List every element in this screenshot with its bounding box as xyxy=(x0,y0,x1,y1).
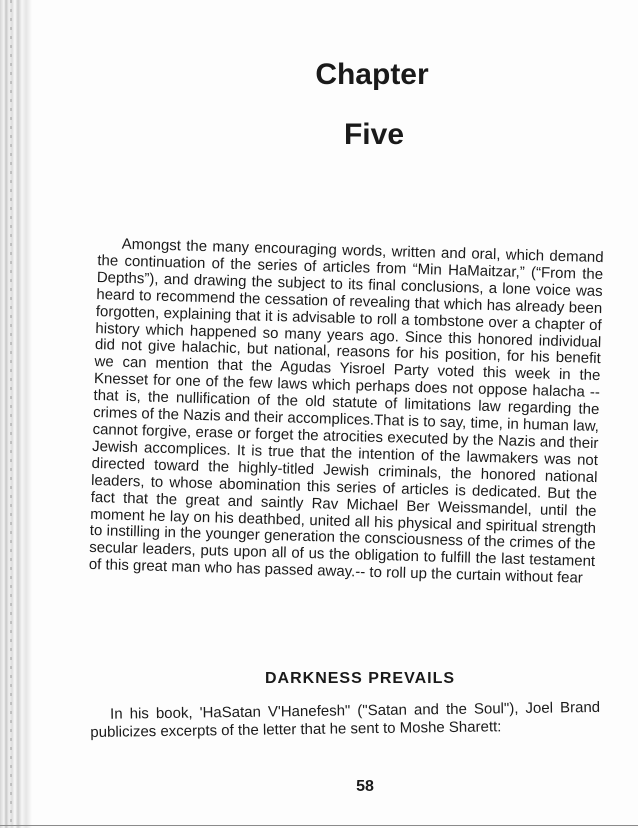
section-heading: DARKNESS PREVAILS xyxy=(264,670,456,687)
page-number: 58 xyxy=(356,778,374,795)
body-paragraph-2-container xyxy=(90,699,600,742)
page-bottom-edge xyxy=(0,825,638,826)
chapter-number: Five xyxy=(343,118,405,151)
chapter-label: Chapter xyxy=(315,58,429,91)
body-paragraph: Amongst the many encouraging words, written and oral, which demand the continuation of the series of articles from “Min HaMaitzar,” (“From the Depths”), and drawing the subject to its final conclusions, a lone voice was heard to recommend the cessation of revealing that which has already been forgotten, explaining that it is advisable to roll a tombstone over a chapter of history which happened so many years ago. Since this honored individual did not give halachic, but national, reasons for his position, for his benefit we can mention that the Agudas Yisroel Party voted this week in the Knesset for one of the few laws which perhaps does not oppose halacha -- that is, the nullification of the old statute of limitations law regarding the crimes of the Nazis and their accomplices.That is to say, time, in human law, cannot forgive, erase or forget the atrocities executed by the Nazis and their Jewish accomplices. It is true that the intention of the lawmakers was not directed toward the highly-titled Jewish criminals, the honored national leaders, to whose abomination this series of articles is dedicated. But the fact that the great and saintly Rav Michael Ber Weissmandel, until the moment he lay on his deathbed, united all his physical and spiritual strength to instilling in the younger generation the consciousness of the crimes of the secular leaders, puts upon all of us the obligation to fulfill the last testament of this great man who has passed away.-- to roll up the curtain without fear xyxy=(88,235,604,587)
book-binding-edge xyxy=(0,0,40,828)
body-paragraph-1-container xyxy=(89,236,604,588)
body-paragraph: In his book, 'HaSatan V'Hanefesh" ("Satan and the Soul"), Joel Brand publicizes excerpts of the letter that he sent to Moshe Sharett: xyxy=(90,698,601,741)
